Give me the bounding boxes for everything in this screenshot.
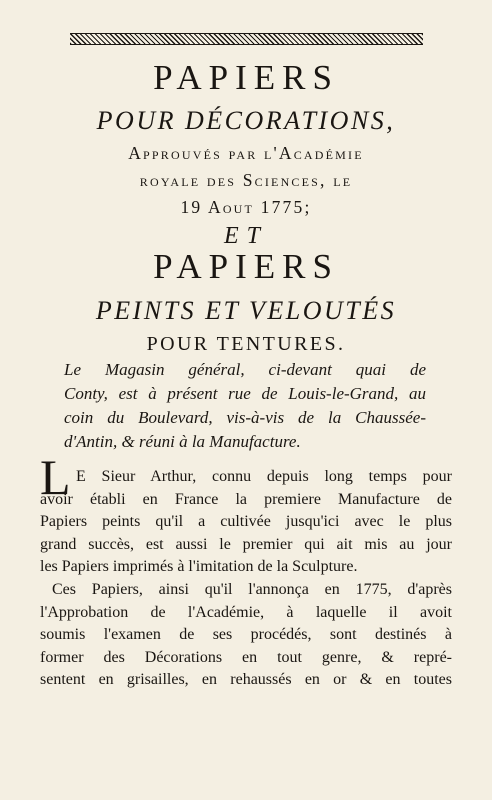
notice-line: d'Antin, & réuni à la Manufacture. (64, 432, 301, 451)
body-line: soumis l'examen de ses procédés, sont destinés à (40, 626, 452, 644)
body-line: sentent en grisailles, en rehaussés en or & en toutes (40, 671, 452, 689)
subtitle-pour-tentures: POUR TENTURES. (146, 333, 346, 355)
body-line: Ces Papiers, ainsi qu'il l'annonça en 1775, d'après (52, 580, 452, 598)
conjunction-et: ET (223, 223, 268, 249)
notice-paragraph (64, 358, 426, 454)
body-paragraph (40, 466, 452, 692)
body-line: E Sieur Arthur, connu depuis long temps pour (76, 468, 452, 485)
body-line: l'Approbation de l'Académie, à laquelle il avoit (40, 603, 452, 621)
title-papiers: PAPIERS (153, 58, 339, 97)
header-ornament-band (70, 33, 423, 45)
notice-line: Conty, est à présent rue de Louis-le-Grand, au (64, 384, 426, 403)
notice-line: Le Magasin général, ci-devant quai de (64, 360, 426, 379)
title-papiers-2: PAPIERS (153, 247, 339, 286)
body-line: Papiers peints qu'il a cultivée jusqu'ici avec le plus (40, 513, 452, 531)
notice-line: coin du Boulevard, vis-à-vis de la Chaussée- (64, 408, 426, 427)
body-line: avoir établi en France la premiere Manufacture de (40, 490, 452, 508)
body-line: former des Décorations en tout genre, & repré- (40, 648, 452, 666)
approval-line-1: Approuvés par l'Académie (128, 143, 364, 163)
subtitle-peints-et-veloutes: PEINTS ET VELOUTÉS (95, 296, 397, 325)
drop-cap-letter: L (40, 449, 71, 505)
approval-line-2: royale des Sciences, le (139, 170, 353, 190)
body-line: grand succès, est aussi le premier qui ait mis au jour (40, 535, 452, 553)
subtitle-pour-decorations: POUR DÉCORATIONS, (96, 106, 396, 135)
approval-line-3: 19 Aout 1775; (180, 197, 312, 217)
body-line: les Papiers imprimés à l'imitation de la Sculpture. (40, 558, 358, 576)
